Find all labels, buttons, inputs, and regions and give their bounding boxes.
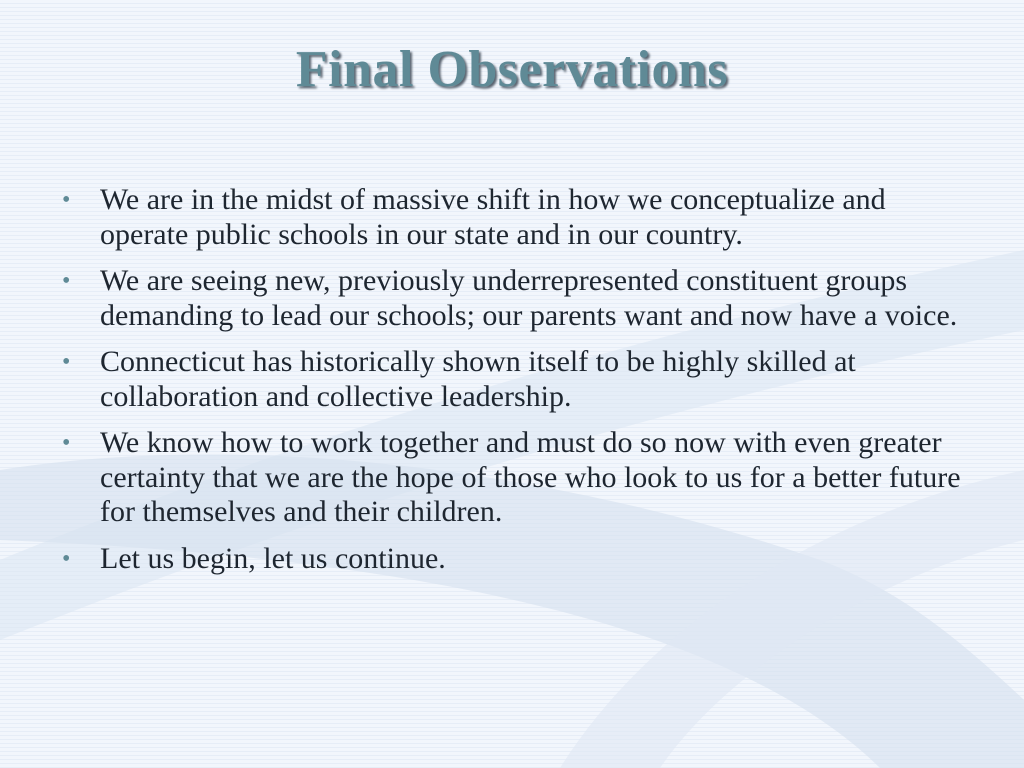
bullet-icon: • — [62, 268, 71, 294]
bullet-icon: • — [62, 349, 71, 375]
bullet-text: Let us begin, let us continue. — [100, 541, 446, 575]
bullet-icon: • — [62, 545, 71, 572]
bullet-icon: • — [62, 187, 71, 213]
bullet-item — [62, 542, 972, 577]
bullet-text: We are seeing new, previously underrepresented constituent groups demanding to lead our schools; our parents want and now have a voice. — [100, 264, 958, 332]
bullet-item — [62, 345, 972, 414]
bullet-text: We know how to work together and must do so now with even greater certainty that we are the hope of those who look to us for a better future for themselves and their children. — [100, 426, 961, 528]
bullet-icon: • — [62, 430, 71, 456]
bullet-item — [62, 183, 972, 252]
bullet-item — [62, 264, 972, 333]
bullet-list — [62, 183, 972, 588]
bullet-item — [62, 426, 972, 530]
bullet-text: Connecticut has historically shown itself to be highly skilled at collaboration and collective leadership. — [100, 345, 856, 413]
slide-title: Final Observations — [295, 41, 729, 98]
bullet-text: We are in the midst of massive shift in how we conceptualize and operate public schools in our state and in our country. — [100, 183, 886, 251]
